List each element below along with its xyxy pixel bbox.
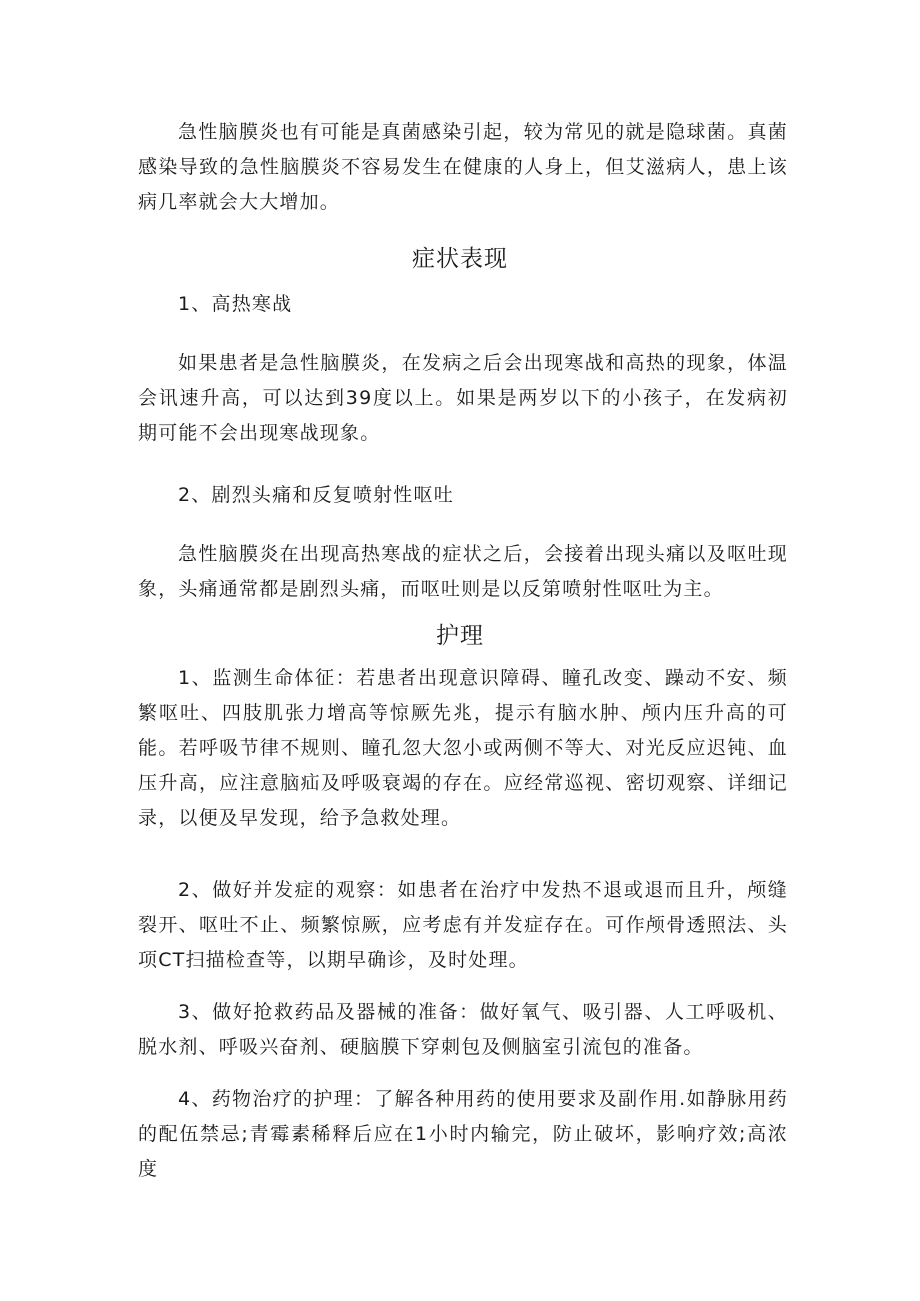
- section-title-symptoms: 症状表现: [412, 246, 508, 272]
- symptom-item2-heading: 2、剧烈头痛和反复喷射性呕吐: [178, 484, 454, 506]
- symptom-item2-text: 急性脑膜炎在出现高热寒战的症状之后，会接着出现头痛以及呕吐现象，头痛通常都是剧烈头痛，而呕吐则是以反第喷射性呕吐为主。: [138, 543, 788, 600]
- symptom-item1-text: 如果患者是急性脑膜炎，在发病之后会出现寒战和高热的现象，体温会讯速升高，可以达到39度以上。如果是两岁以下的小孩子，在发病初期可能不会出现寒战现象。: [138, 352, 788, 444]
- nursing-item1: 1、监测生命体征：若患者出现意识障碍、瞳孔改变、躁动不安、频繁呕吐、四肢肌张力增高等惊厥先兆，提示有脑水肿、颅内压升高的可能。若呼吸节律不规则、瞳孔忽大忽小或两侧不等大、对光反应迟钝、血压升高，应注意脑疝及呼吸衰竭的存在。应经常巡视、密切观察、详细记录，以便及早发现，给予急救处理。: [138, 667, 788, 829]
- intro-paragraph: 急性脑膜炎也有可能是真菌感染引起，较为常见的就是隐球菌。真菌感染导致的急性脑膜炎不容易发生在健康的人身上，但艾滋病人，患上该病几率就会大大增加。: [138, 121, 788, 213]
- section-title-nursing: 护理: [436, 623, 484, 649]
- nursing-item4: 4、药物治疗的护理：了解各种用药的使用要求及副作用.如静脉用药的配伍禁忌;青霉素稀释后应在1小时内输完，防止破坏，影响疗效;高浓度: [138, 1088, 788, 1180]
- nursing-item3: 3、做好抢救药品及器械的准备：做好氧气、吸引器、人工呼吸机、脱水剂、呼吸兴奋剂、硬脑膜下穿刺包及侧脑室引流包的准备。: [138, 1001, 788, 1058]
- nursing-item2: 2、做好并发症的观察：如患者在治疗中发热不退或退而且升，颅缝裂开、呕吐不止、频繁惊厥，应考虑有并发症存在。可作颅骨透照法、头项CT扫描检查等，以期早确诊，及时处理。: [138, 879, 788, 971]
- symptom-item1-heading: 1、高热寒战: [178, 293, 293, 315]
